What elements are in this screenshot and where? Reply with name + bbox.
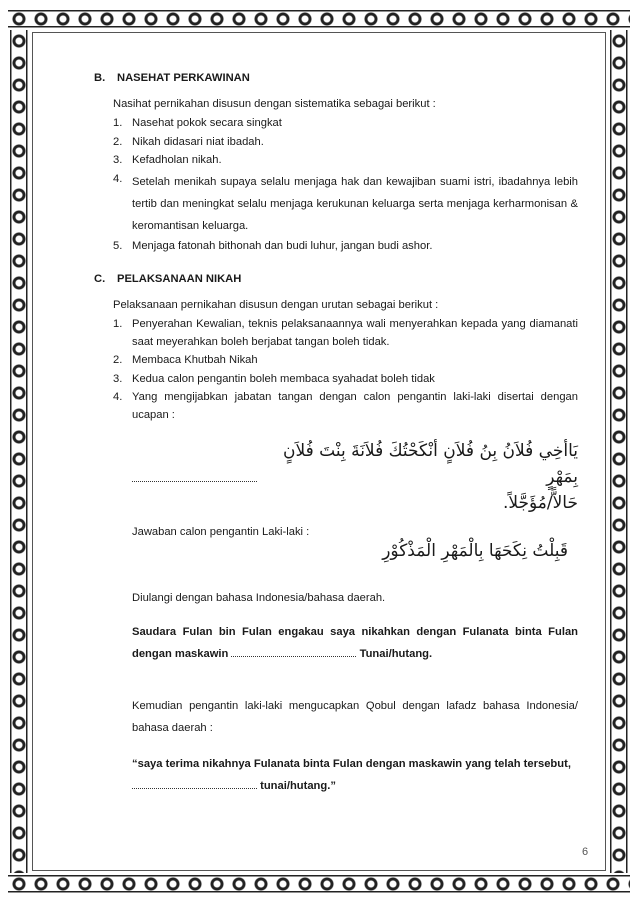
section-c-title: PELAKSANAAN NIKAH [117,273,242,285]
list-item: 2. Membaca Khutbah Nikah [113,354,258,366]
border-top [8,8,630,30]
list-item: 3. Kefadholan nikah. [113,154,222,166]
section-c-intro: Pelaksanaan pernikahan disusun dengan urutan sebagai berikut : [113,298,439,311]
section-c-letter: C. [94,273,106,285]
kemudian-text: Kemudian pengantin laki-laki mengucapkan Qobul dengan lafadz bahasa Indonesia/ bahasa daerah : [132,700,578,734]
qobul-indonesian: “saya terima nikahnya Fulanata binta Fulan dengan maskawin yang telah tersebut, tunai/hutang.” [132,758,571,792]
section-b-title: NASEHAT PERKAWINAN [117,72,250,84]
list-item: 3. Kedua calon pengantin boleh membaca syahadat boleh tidak [113,372,435,385]
list-item: 2. Nikah didasari niat ibadah. [113,135,264,148]
section-b-letter: B. [94,72,106,84]
section-c-list [113,316,578,424]
border-bottom [8,873,630,895]
arabic-ijab-line1: يَاأخِي فُلاَنُ بِنُ فُلاَنٍ أنْكَحْتُكَ فُلاَنَةَ بِنْتَ فُلاَنٍ بِمَهْرٍ [282,441,578,487]
fill-in-dots [132,481,257,482]
list-item: 4. Setelah menikah supaya selalu menjaga hak dan kewajiban suami istri, ibadahnya lebih tertib dan meningkat selalu menjaga kerukunan keluarga serta menjaga kerharmonisan & keromantisan keluarga. [113,172,578,232]
list-item: 1. Nasehat pokok secara singkat [113,117,282,129]
list-item: 4. Yang mengijabkan jabatan tangan dengan calon pengantin laki-laki disertai dengan ucapan : [113,391,578,421]
list-item: 5. Menjaga fatonah bithonah dan budi luhur, jangan budi ashor. [113,239,433,252]
arabic-qobul: قَبِلْتُ نِكَحَهَا بِالْمَهْرِ الْمَذْكُوْرِ [382,540,568,561]
section-c-heading [94,271,578,289]
border-left [8,30,30,873]
ijab-indonesian: Saudara Fulan bin Fulan engakau saya nikahkan dengan Fulanata binta Fulan dengan maskawin Tunai/hutang. [132,626,578,660]
document-body [94,70,578,813]
arabic-ijab-line2: حَالاًّ/مُؤَجَّلاً. [502,493,578,513]
section-b-intro: Nasihat pernikahan disusun dengan sistematika sebagai berikut : [113,97,436,110]
section-b [94,70,578,255]
jawaban-label: Jawaban calon pengantin Laki-laki : [132,526,310,538]
border-right [608,30,630,873]
page-number: 6 [582,846,589,858]
section-b-heading [94,70,578,88]
diulangi-text: Diulangi dengan bahasa Indonesia/bahasa daerah. [132,591,386,604]
section-c [94,271,578,797]
fill-in-dots [132,788,257,789]
section-b-list [113,115,578,255]
list-item: 1. Penyerahan Kewalian, teknis pelaksanaannya wali menyerahkan kepada yang diamanati saat meyerahkan boleh berjabat tangan boleh tidak. [113,318,578,348]
fill-in-dots [231,656,356,657]
